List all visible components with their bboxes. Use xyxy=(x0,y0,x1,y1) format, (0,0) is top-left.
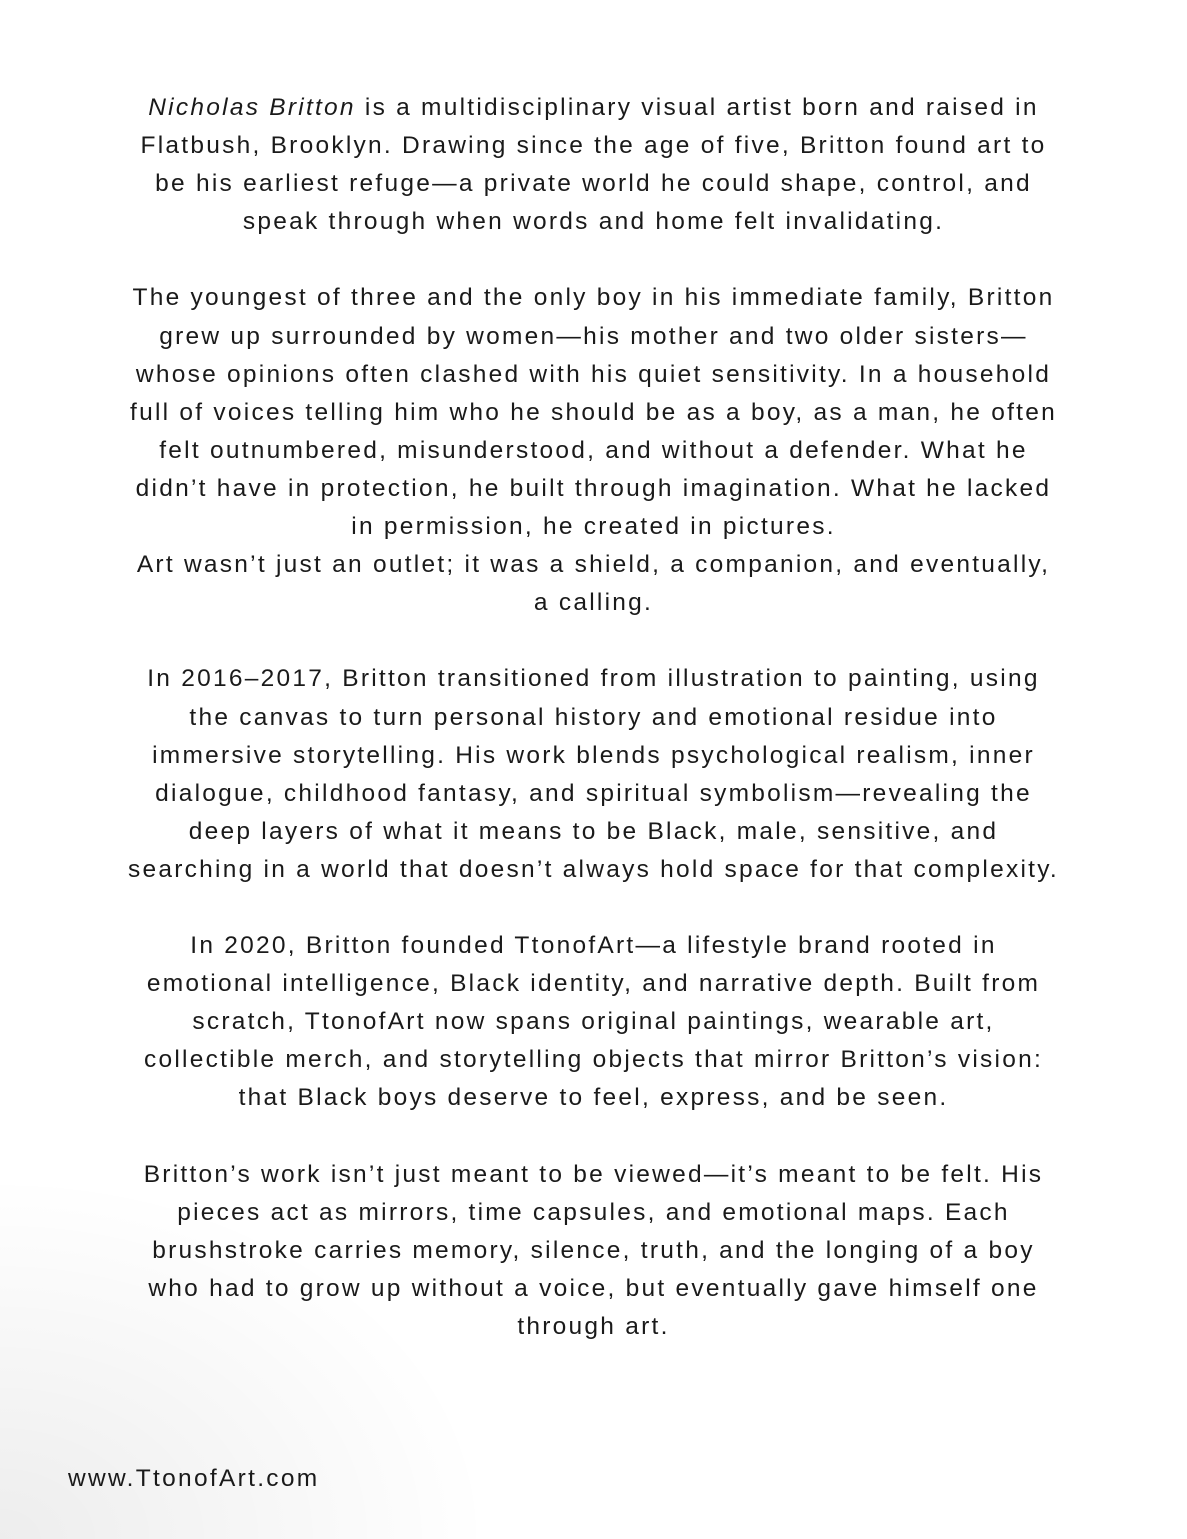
bio-line: grew up surrounded by women—his mother and two older sisters— xyxy=(159,322,1028,350)
bio-line: searching in a world that doesn’t always hold space for that complexity. xyxy=(128,855,1059,883)
bio-line: who had to grow up without a voice, but eventually gave himself one xyxy=(148,1274,1039,1302)
bio-line: through art. xyxy=(517,1313,670,1340)
bio-line: Flatbush, Brooklyn. Drawing since the age of five, Britton found art to xyxy=(140,132,1047,160)
bio-line: Art wasn’t just an outlet; it was a shield, a companion, and eventually, xyxy=(136,551,1051,579)
bio-line: In 2020, Britton founded TtonofArt—a lifestyle brand rooted in xyxy=(190,932,997,960)
bio-paragraph-painting xyxy=(40,660,1147,889)
bio-line-text: is a multidisciplinary visual artist born and raised in xyxy=(355,94,1039,121)
bio-line: immersive storytelling. His work blends psychological realism, inner xyxy=(152,741,1035,769)
bio-paragraph-childhood xyxy=(40,279,1147,622)
bio-line: speak through when words and home felt invalidating. xyxy=(242,208,945,236)
bio-paragraph-brand xyxy=(40,927,1147,1117)
bio-line: felt outnumbered, misunderstood, and without a defender. What he xyxy=(159,436,1028,464)
bio-paragraph-intro xyxy=(40,89,1147,241)
bio-line: in permission, he created in pictures. xyxy=(351,513,836,541)
artist-name: Nicholas Britton xyxy=(148,94,356,121)
website-url: www.TtonofArt.com xyxy=(68,1465,320,1492)
bio-line: pieces act as mirrors, time capsules, and emotional maps. Each xyxy=(177,1198,1010,1226)
bio-line: collectible merch, and storytelling objects that mirror Britton’s vision: xyxy=(143,1046,1044,1074)
bio-line: deep layers of what it means to be Black, male, sensitive, and xyxy=(188,817,999,845)
bio-paragraph-closing xyxy=(40,1156,1147,1346)
bio-line: dialogue, childhood fantasy, and spiritual symbolism—revealing the xyxy=(155,779,1032,807)
bio-line: be his earliest refuge—a private world he could shape, control, and xyxy=(155,170,1032,198)
bio-line: brushstroke carries memory, silence, truth, and the longing of a boy xyxy=(152,1236,1035,1264)
bio-line: that Black boys deserve to feel, express, and be seen. xyxy=(238,1084,949,1112)
bio-line: a calling. xyxy=(533,589,654,617)
bio-line: emotional intelligence, Black identity, and narrative depth. Built from xyxy=(146,970,1041,998)
bio-line: didn’t have in protection, he built through imagination. What he lacked xyxy=(135,474,1052,502)
bio-line: whose opinions often clashed with his quiet sensitivity. In a household xyxy=(135,360,1052,388)
bio-line: Britton’s work isn’t just meant to be viewed—it’s meant to be felt. His xyxy=(143,1160,1044,1188)
bio-line: The youngest of three and the only boy in his immediate family, Britton xyxy=(132,284,1055,312)
bio-line xyxy=(40,89,1147,127)
artist-bio xyxy=(40,89,1147,1384)
bio-line: full of voices telling him who he should be as a boy, as a man, he often xyxy=(130,398,1057,426)
bio-line: the canvas to turn personal history and emotional residue into xyxy=(189,703,998,731)
bio-line: scratch, TtonofArt now spans original paintings, wearable art, xyxy=(192,1008,995,1036)
bio-line: In 2016–2017, Britton transitioned from illustration to painting, using xyxy=(147,665,1040,693)
